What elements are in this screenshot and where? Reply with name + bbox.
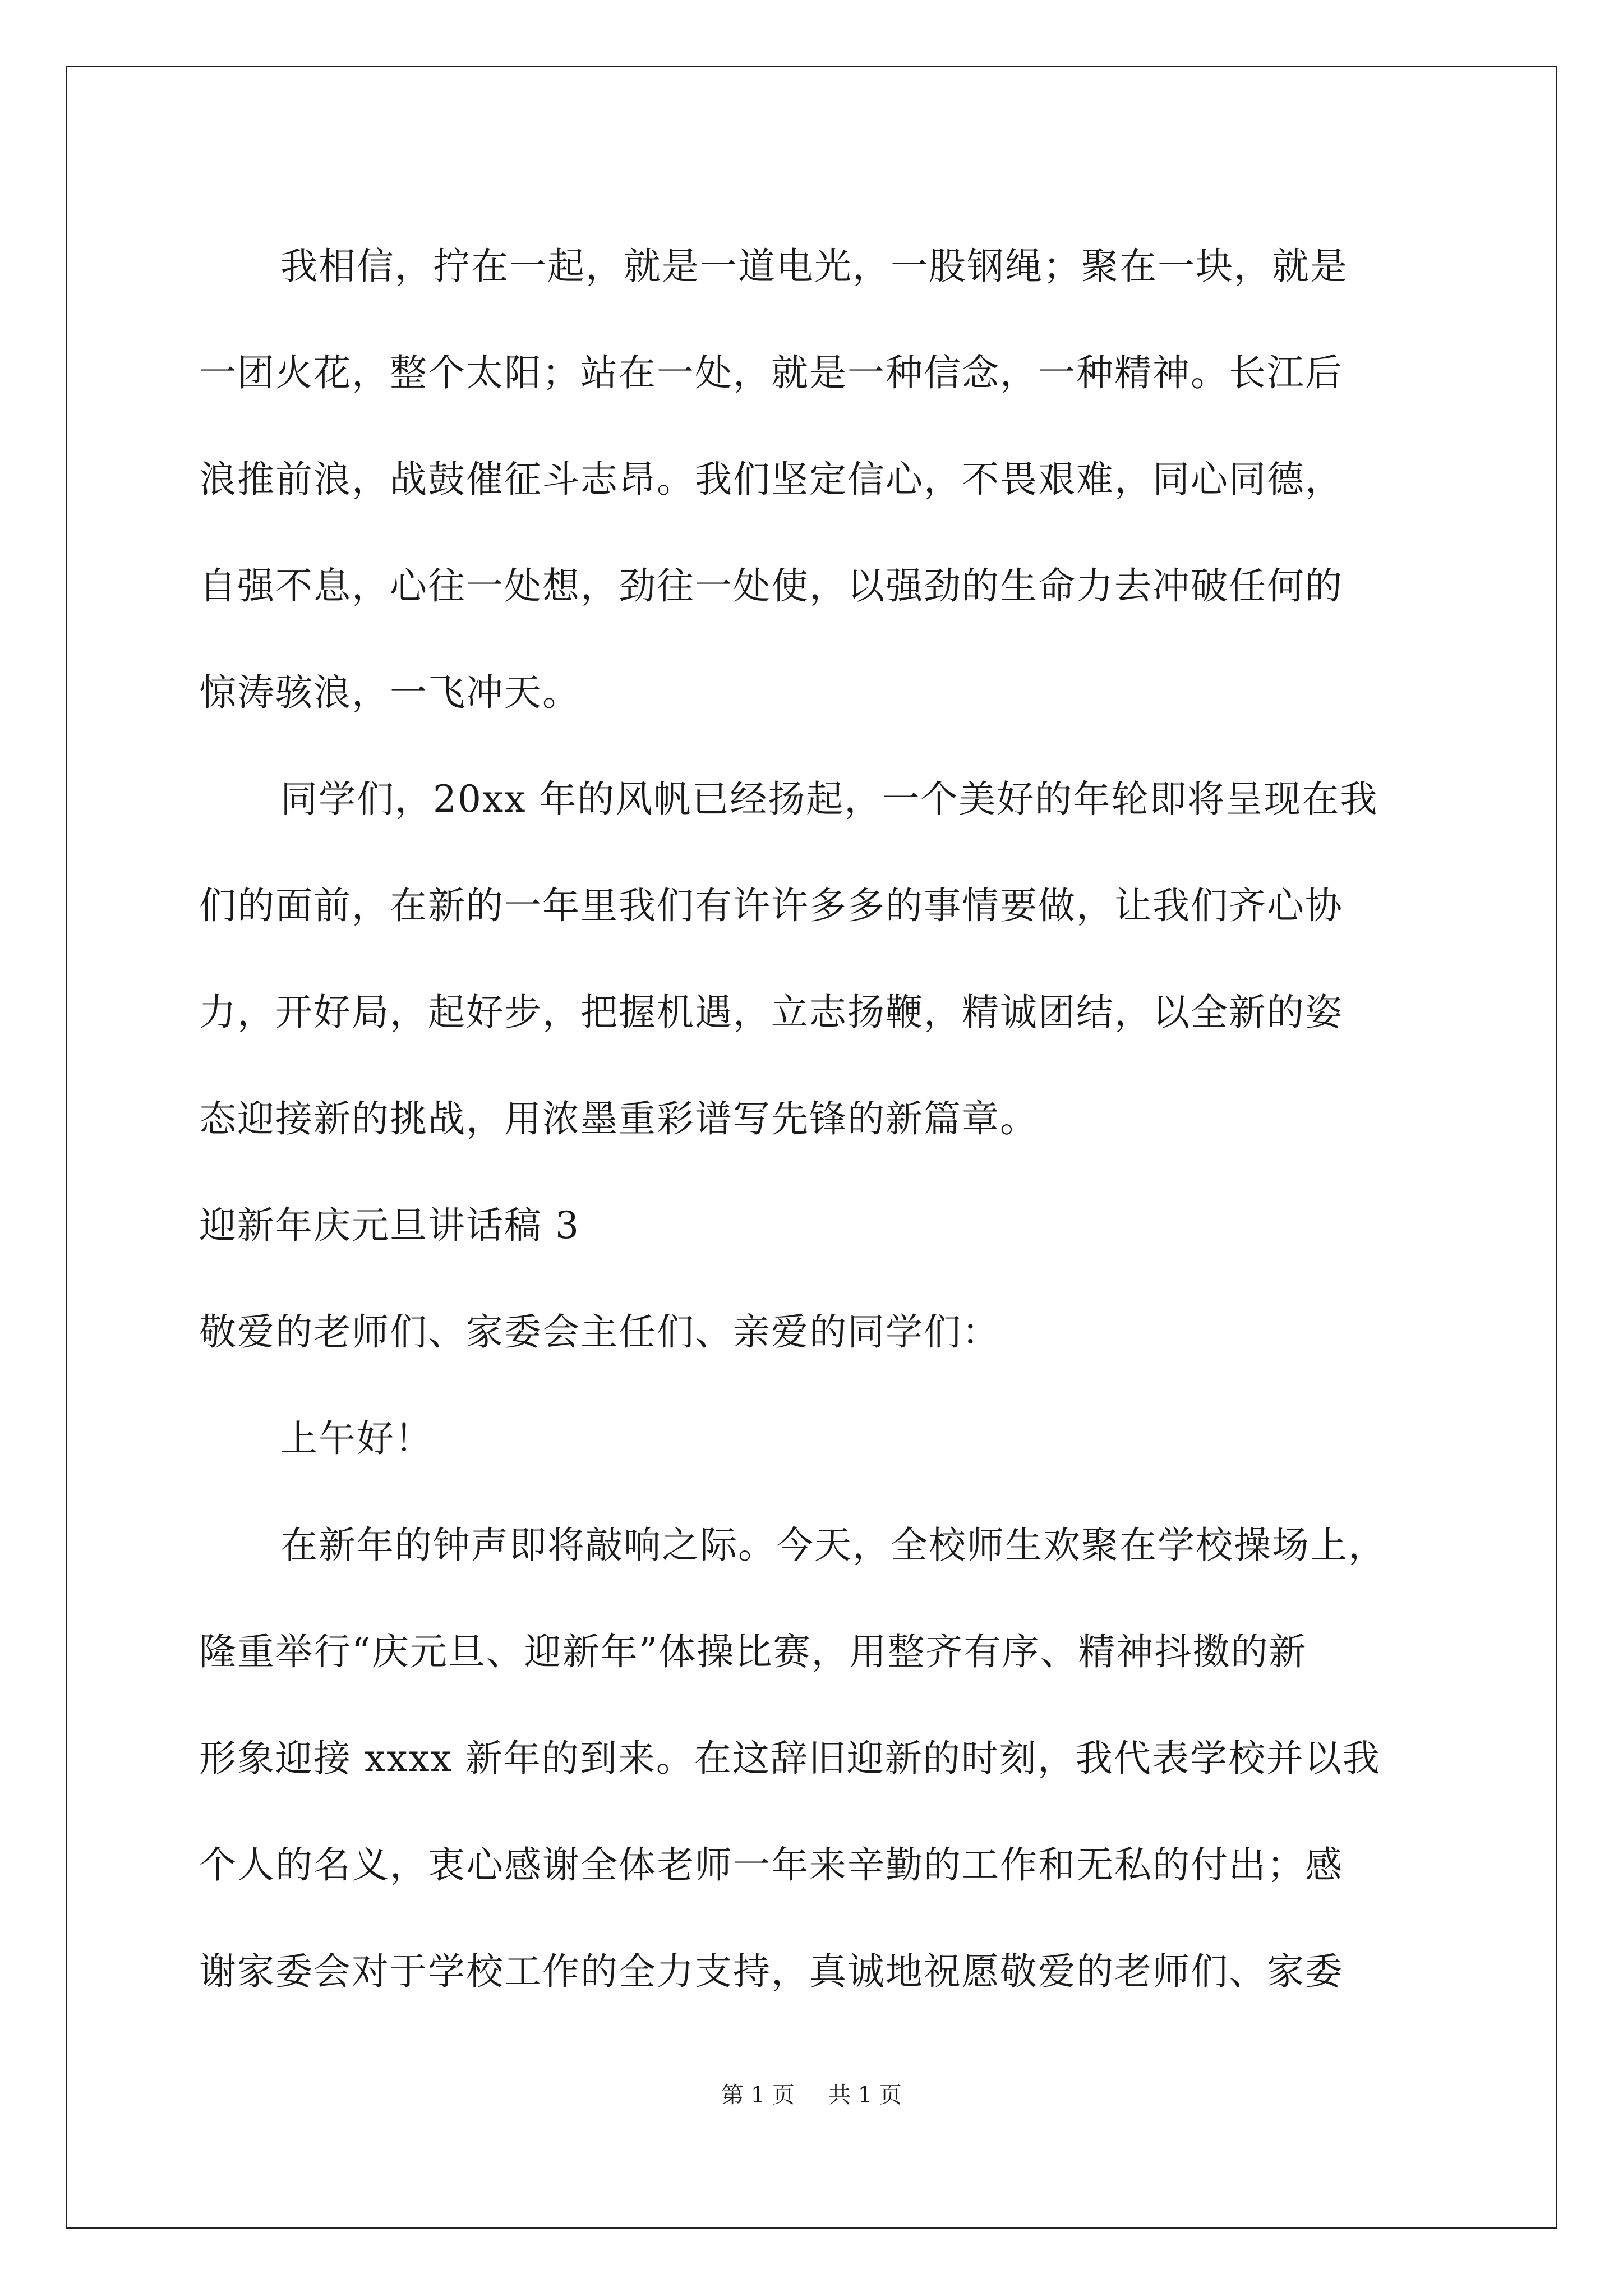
document-body <box>199 213 1444 2025</box>
text-line: 谢家委会对于学校工作的全力支持，真诚地祝愿敬爱的老师们、家委 <box>199 1950 1343 1993</box>
text-line: 形象迎接 xxxx 新年的到来。在这辞旧迎新的时刻，我代表学校并以我 <box>199 1737 1381 1780</box>
text-line: 同学们，20xx 年的风帆已经扬起，一个美好的年轮即将呈现在我 <box>280 777 1378 821</box>
text-line: 自强不息，心往一处想，劲往一处使，以强劲的生命力去冲破任何的 <box>199 564 1343 608</box>
text-line: 力，开好局，起好步，把握机遇，立志扬鞭，精诚团结，以全新的姿 <box>199 991 1343 1034</box>
page-total: 共 1 页 <box>828 2082 902 2108</box>
text-line: 们的面前，在新的一年里我们有许许多多的事情要做，让我们齐心协 <box>199 884 1343 927</box>
text-line: 惊涛骇浪，一飞冲天。 <box>199 671 580 714</box>
text-line: 态迎接新的挑战，用浓墨重彩谱写先锋的新篇章。 <box>199 1097 1038 1140</box>
page-footer <box>0 2078 1623 2112</box>
section-heading: 迎新年庆元旦讲话稿 3 <box>199 1204 580 1247</box>
text-line: 在新年的钟声即将敲响之际。今天，全校师生欢聚在学校操场上， <box>280 1524 1386 1567</box>
text-line: 浪推前浪，战鼓催征斗志昂。我们坚定信心，不畏艰难，同心同德， <box>199 458 1343 501</box>
text-line: 个人的名义，衷心感谢全体老师一年来辛勤的工作和无私的付出；感 <box>199 1843 1343 1887</box>
salutation: 敬爱的老师们、家委会主任们、亲爱的同学们： <box>199 1310 1000 1354</box>
text-line: 隆重举行“庆元旦、迎新年”体操比赛，用整齐有序、精神抖擞的新 <box>199 1630 1307 1673</box>
text-line: 一团火花，整个太阳；站在一处，就是一种信念，一种精神。长江后 <box>199 351 1343 394</box>
page-number: 第 1 页 <box>721 2082 795 2108</box>
greeting: 上午好！ <box>280 1417 433 1460</box>
text-line: 我相信，拧在一起，就是一道电光，一股钢绳；聚在一块，就是 <box>280 245 1348 288</box>
